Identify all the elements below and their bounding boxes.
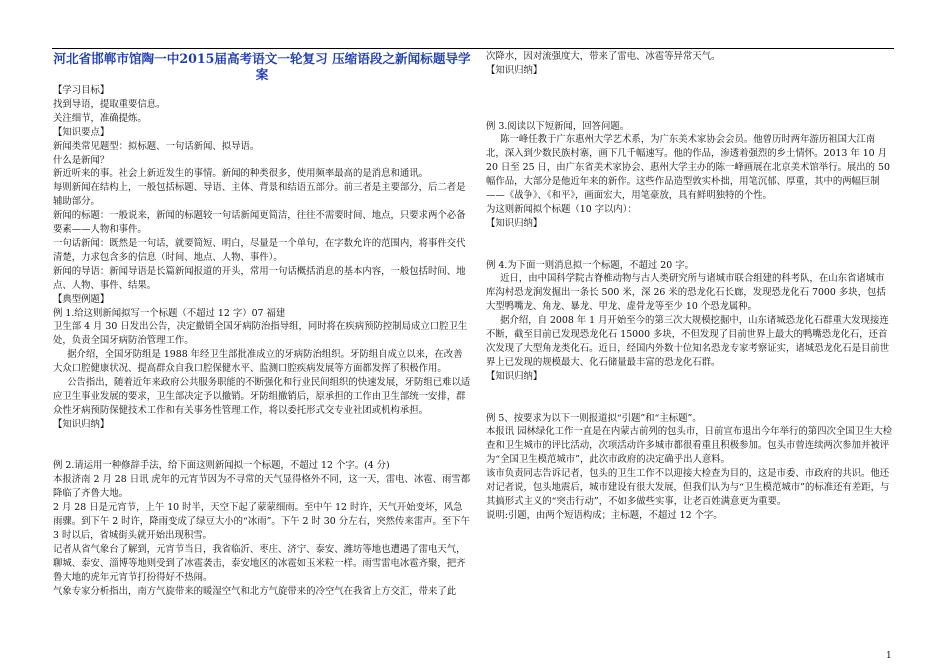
point-line: 新近听来的事。社会上新近发生的事情。新闻的种类很多，使用频率最高的是消息和通讯。 xyxy=(53,168,429,180)
example-3-question: 例 3.阅读以下短新闻，回答问题。 xyxy=(486,120,630,132)
example-4-answer-heading: 【知识归纳】 xyxy=(486,370,543,382)
answer-space xyxy=(486,231,893,259)
page-number: 1 xyxy=(886,651,892,661)
point-line: 新闻的标题：一般说来，新闻的标题较一句话新闻更简洁，往往不需要时间、地点，只要求两个必备要素——人物和事件。 xyxy=(53,210,466,236)
example-1-paragraph: 公告指出，随着近年来政府公共服务职能的不断强化和行业民间组织的快速发展，牙防组已难以适应卫生事业发展的要求，卫生部决定予以撤销。牙防组撤销后，原承担的工作由卫生部统一安排，群众性牙病预防保健技术工作和有关事务性管理工作，将以委托形式交专业社团或机构承担。 xyxy=(53,377,471,416)
answer-space xyxy=(486,384,893,412)
example-3-task: 为这则新闻拟个标题（10 字以内）： xyxy=(486,203,637,215)
example-2-question: 例 2.请运用一种修辞手法，给下面这则新闻拟一个标题，不超过 12 个字。(4 分) xyxy=(53,460,390,472)
example-1-answer-heading: 【知识归纳】 xyxy=(53,418,110,430)
point-line: 一句话新闻：既然是一句话，就要简短、明白，尽量是一个单句，在字数允许的范围内，将事件交代清楚，力求包含多的信息（时间、地点、人物、事件）。 xyxy=(53,237,466,263)
example-2-paragraph: 记者从省气象台了解到，元宵节当日，我省临沂、枣庄、济宁、泰安、潍坊等地也遭遇了雷电天气，聊城、泰安、淄博等地则受到了冰雹袭击，泰安地区的冰雹如玉米粒一样。雨雪雷电冰雹齐聚，把齐鲁大地的虎年元宵节打扮得好不热闹。 xyxy=(53,543,466,583)
example-5-paragraph: 本报讯 园林绿化工作一直是在内蒙古前列的包头市，日前宣布退出今年举行的第四次全国卫生大检查和卫生城市的评比活动，次项活动许多城市都很看重且积极参加。包头市曾连续两次参加并被评为“全国卫生模范城市”，此次市政府的决定确乎出人意料。 xyxy=(486,426,893,466)
example-5-note: 说明:引题，由两个短语构成；主标题，不超过 12 个字。 xyxy=(486,509,723,521)
top-rule xyxy=(52,48,894,49)
goal-heading: 【学习目标】 xyxy=(53,85,110,96)
document-title: 河北省邯郸市馆陶一中2015届高考语文一轮复习 压缩语段之新闻标题导学案 xyxy=(53,51,471,82)
right-column xyxy=(486,50,893,523)
example-2-answer-heading: 【知识归纳】 xyxy=(486,64,543,76)
goal-line: 关注细节，准确提炼。 xyxy=(53,112,147,124)
example-2-paragraph: 次降水，因对流强度大，带来了雷电、冰雹等异常天气。 xyxy=(486,51,721,62)
example-4-question: 例 4.为下面一则消息拟一个标题，不超过 20 字。 xyxy=(486,259,694,271)
example-4-paragraph: 近日，由中国科学院古脊椎动物与古人类研究所与诸城市联合组建的科考队，在山东省诸城市库沟村恐龙涧发掘出一条长 500 米，深 26 米的恐龙化石长廊，发现恐龙化石 7000 多块，包括大型鸭嘴龙、角龙、暴龙、甲龙、虚骨龙等至少 10 个恐龙属种。 xyxy=(486,273,886,313)
example-1-paragraph: 卫生部 4 月 30 日发出公告，决定撤销全国牙病防治指导组，同时将在疾病预防控制局成立口腔卫生处，负责全国牙病防治管理工作。 xyxy=(53,321,468,347)
example-1-question: 例 1.给这则新闻拟写一个标题（不超过 12 字）07 福建 xyxy=(53,307,286,319)
point-line: 每则新闻在结构上，一般包括标题、导语、主体、背景和结语五部分。前三者是主要部分，后二者是辅助部分。 xyxy=(53,182,466,208)
examples-heading: 【典型例题】 xyxy=(53,293,110,305)
example-1-paragraph: 据介绍，全国牙防组是 1988 年经卫生部批准成立的牙病防治组织。牙防组自成立以来，在改善大众口腔健康状况、提高群众自我口腔保健水平、监测口腔疾病发展等方面都发挥了积极作用。 xyxy=(53,349,463,375)
example-2-paragraph: 本报济南 2 月 28 日讯 虎年的元宵节因为不寻常的天气显得格外不同，这一天，雷电、冰雹、雨雪都降临了齐鲁大地。 xyxy=(53,474,471,500)
point-line: 新闻类常见题型：拟标题、一句话新闻、拟导语。 xyxy=(53,140,260,152)
example-5-paragraph: 该市负责同志告诉记者，包头的卫生工作不以迎接大检查为目的，这是市委、市政府的共识。他还对记者说，包头地震后，城市建设有很大发展，但我们认为与“卫生模范城市”的标准还有差距，与其搞形式主义的“突击行动”，不如多做些实事，让老百姓满意更为重要。 xyxy=(486,468,890,507)
example-5-question: 例 5、按要求为以下一则报道拟“引题”和“主标题”。 xyxy=(486,412,702,424)
point-line: 什么是新闻？ xyxy=(53,154,110,166)
example-2-paragraph: 2 月 28 日是元宵节，上午 10 时半，天空下起了蒙蒙细雨。至中午 12 时许，天气开始变坏，风急雨骤。到下午 2 时许，降雨变成了绿豆大小的“冰雨”。下午 2 时 30 分左右，突然传来雷声。至下午 3 时以后，省城街头就开始出现积雪。 xyxy=(53,502,470,541)
goal-line: 找到导语，提取重要信息。 xyxy=(53,98,166,110)
point-line: 新闻的导语：新闻导语是长篇新闻报道的开头，常用一句话概括消息的基本内容，一般包括时间、地点、人物、事件、结果。 xyxy=(53,265,466,291)
answer-space xyxy=(53,432,471,460)
example-3-paragraph: 陈一峰任教于广东惠州大学艺术系，为广东美术家协会会员。他曾历时两年游历祖国大江南北，深入到少数民族村寨，画下几千幅速写。他的作品，渗透着强烈的乡土情怀。2013 年 10 月 20 日至 25 日，由广东省美术家协会、惠州大学主办的陈一峰画展在北京美术馆举行。展出的 50 幅作品，大部分是他近年来的新作。这些作品造型敦实朴拙，用笔沉郁、厚重，其中的两幅巨制——《战争》、《和平》，画面宏大，用笔豪放，具有鲜明独特的个性。 xyxy=(486,134,890,202)
points-heading: 【知识要点】 xyxy=(53,126,110,138)
example-4-paragraph: 据介绍，自 2008 年 1 月开始至今的第三次大规模挖掘中，山东诸城恐龙化石群重大发现接连不断，截至目前已发现恐龙化石 15000 多块，不但发现了目前世界上最大的鸭嘴恐龙化石，还首次发现了大型角龙类化石。近日，经国内外数十位知名恐龙专家考察证实，诸城恐龙化石是目前世界上已发现的规模最大、化石储量最丰富的恐龙化石群。 xyxy=(486,315,890,368)
left-column xyxy=(53,50,471,599)
answer-space xyxy=(486,106,893,120)
answer-space xyxy=(486,78,893,106)
example-2-paragraph: 气象专家分析指出，南方气旋带来的暖湿空气和北方气旋带来的冷空气在我省上方交汇，带来了此 xyxy=(53,585,457,597)
example-3-answer-heading: 【知识归纳】 xyxy=(486,217,543,229)
